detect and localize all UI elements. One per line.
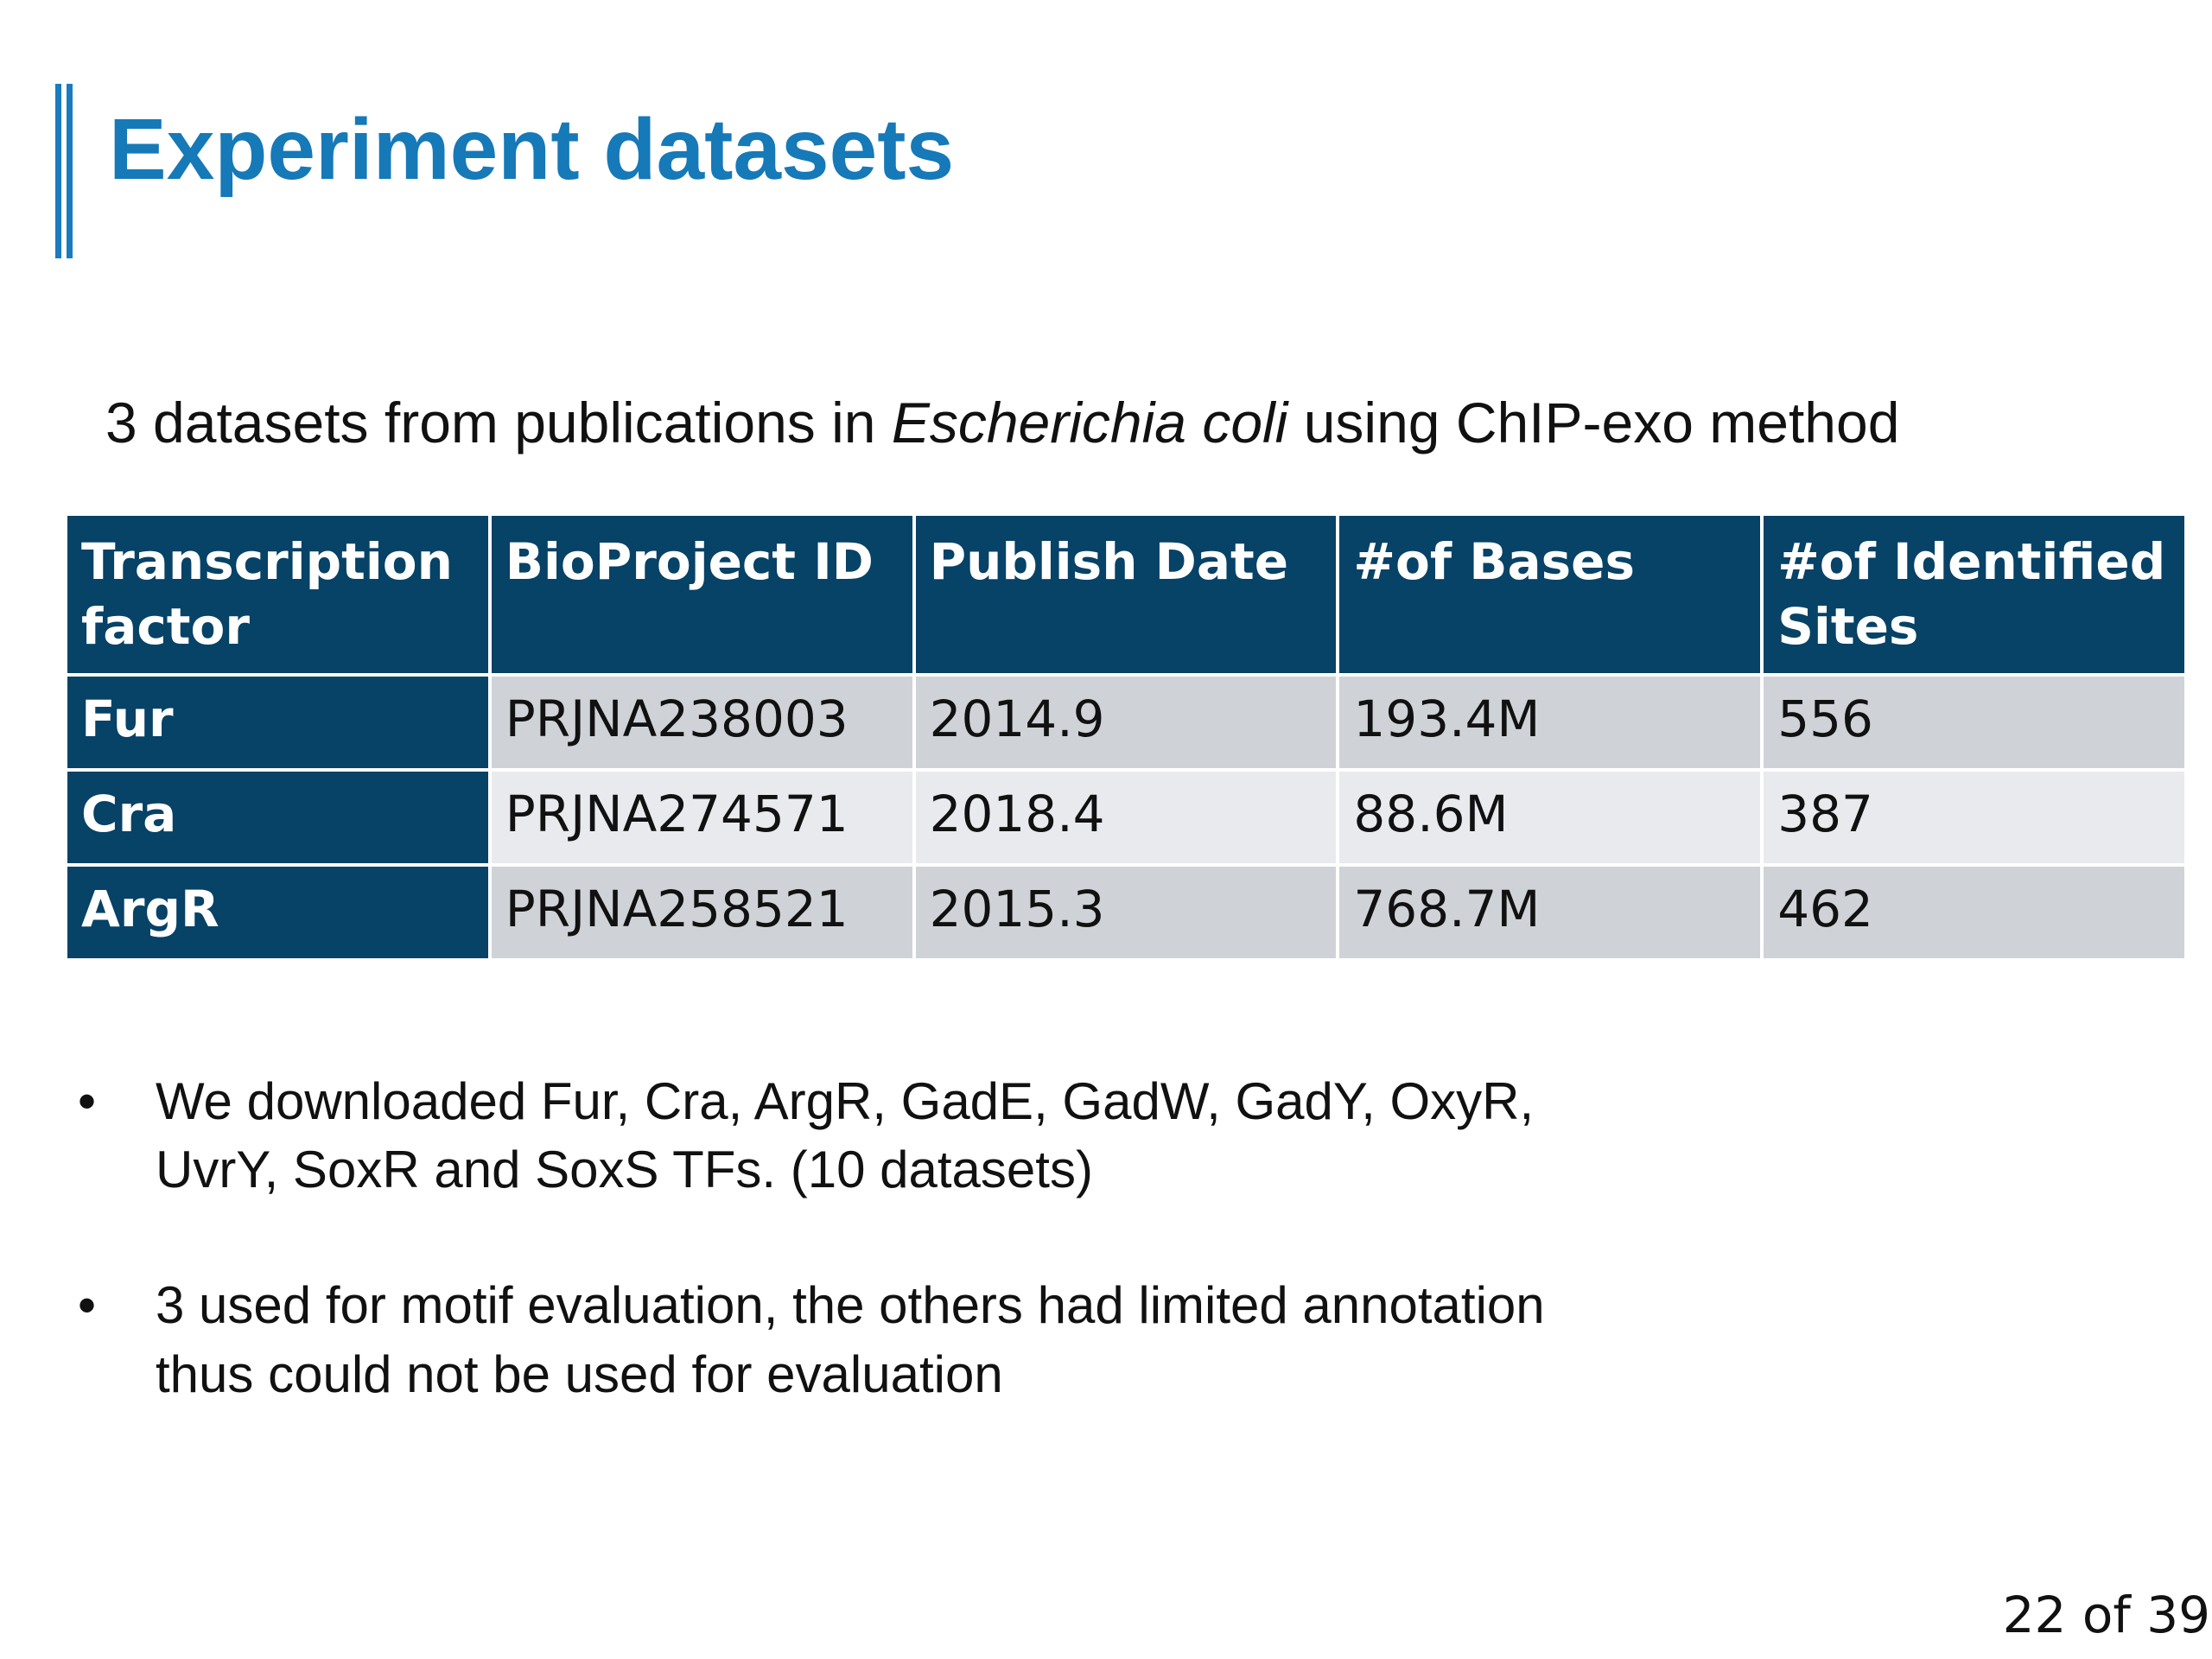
cell-bioproject: PRJNA274571 xyxy=(492,772,912,863)
bullet-dot-icon: • xyxy=(78,1276,97,1335)
cell-tf: Cra xyxy=(67,772,488,863)
bullet-dot-icon: • xyxy=(78,1072,97,1130)
cell-tf: ArgR xyxy=(67,867,488,958)
bullet-text: 3 used for motif evaluation, the others had limited annotation thus could not be used for evaluation xyxy=(156,1276,1545,1403)
header-bioproject-id: BioProject ID xyxy=(492,516,912,673)
header-num-bases: #of Bases xyxy=(1339,516,1760,673)
bullet-item xyxy=(78,1067,1547,1204)
title-accent-bar xyxy=(55,84,73,258)
cell-sites: 387 xyxy=(1764,772,2184,863)
cell-bases: 193.4M xyxy=(1339,677,1760,768)
bullet-text: We downloaded Fur, Cra, ArgR, GadE, GadW, GadY, OxyR, UvrY, SoxR and SoxS TFs. (10 datasets) xyxy=(156,1072,1535,1199)
bullet-list xyxy=(78,1067,1547,1476)
table-row xyxy=(67,677,2184,768)
table-row xyxy=(67,772,2184,863)
slide-subtitle xyxy=(105,389,1899,457)
header-transcription-factor: Transcription factor xyxy=(67,516,488,673)
cell-sites: 462 xyxy=(1764,867,2184,958)
datasets-table xyxy=(64,512,2188,962)
cell-tf: Fur xyxy=(67,677,488,768)
subtitle-text-start: 3 datasets from publications in xyxy=(105,391,892,454)
cell-sites: 556 xyxy=(1764,677,2184,768)
page-number: 22 of 39 xyxy=(2002,1586,2210,1644)
cell-bases: 768.7M xyxy=(1339,867,1760,958)
bullet-item xyxy=(78,1271,1547,1408)
subtitle-species: Escherichia coli xyxy=(891,391,1288,454)
subtitle-text-end: using ChIP-exo method xyxy=(1287,391,1900,454)
cell-bases: 88.6M xyxy=(1339,772,1760,863)
cell-bioproject: PRJNA238003 xyxy=(492,677,912,768)
cell-date: 2018.4 xyxy=(916,772,1337,863)
cell-date: 2014.9 xyxy=(916,677,1337,768)
cell-bioproject: PRJNA258521 xyxy=(492,867,912,958)
table-header-row xyxy=(67,516,2184,673)
cell-date: 2015.3 xyxy=(916,867,1337,958)
header-publish-date: Publish Date xyxy=(916,516,1337,673)
header-identified-sites: #of Identified Sites xyxy=(1764,516,2184,673)
slide-title: Experiment datasets xyxy=(109,101,955,198)
table-row xyxy=(67,867,2184,958)
